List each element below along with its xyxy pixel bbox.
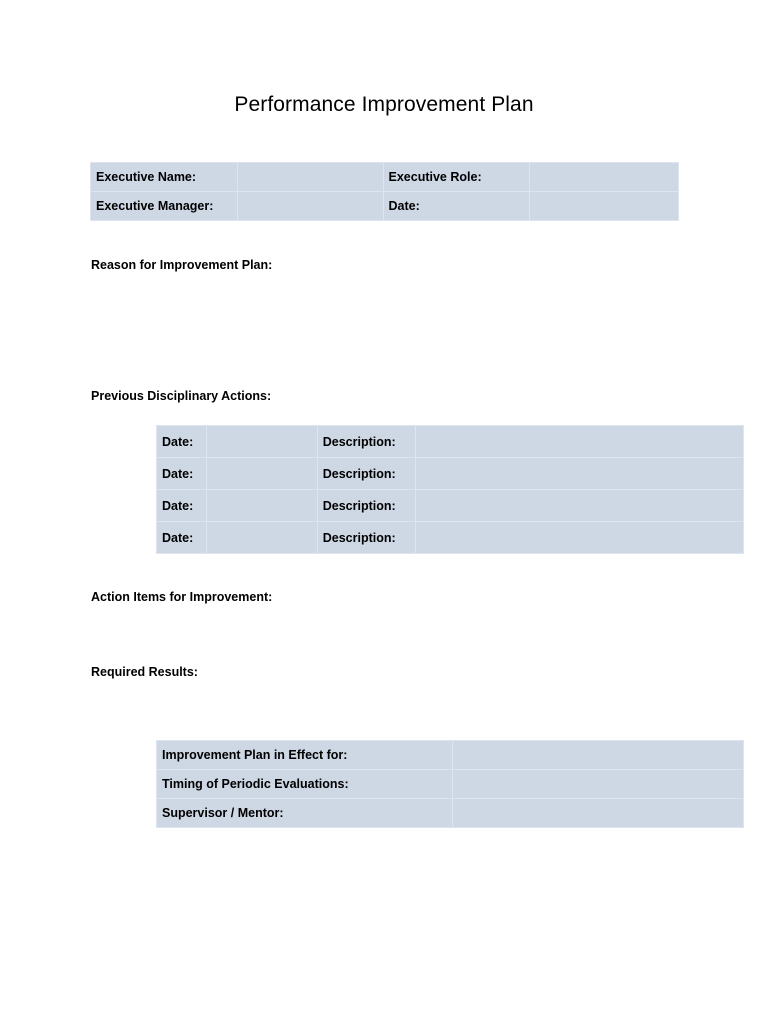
action-description-label: Description: — [317, 522, 415, 554]
disciplinary-actions-table — [156, 425, 744, 554]
plan-duration-label: Improvement Plan in Effect for: — [157, 741, 453, 770]
action-date-field[interactable] — [206, 458, 317, 490]
action-description-label: Description: — [317, 458, 415, 490]
action-description-label: Description: — [317, 490, 415, 522]
action-description-label: Description: — [317, 426, 415, 458]
action-description-field[interactable] — [415, 426, 743, 458]
table-row — [91, 163, 679, 192]
table-row — [157, 770, 744, 799]
executive-name-field[interactable] — [237, 163, 383, 192]
evaluation-timing-label: Timing of Periodic Evaluations: — [157, 770, 453, 799]
table-row — [157, 490, 744, 522]
evaluation-timing-field[interactable] — [452, 770, 743, 799]
date-field[interactable] — [530, 192, 679, 221]
action-date-field[interactable] — [206, 426, 317, 458]
executive-role-field[interactable] — [530, 163, 679, 192]
table-row — [157, 426, 744, 458]
executive-manager-label: Executive Manager: — [91, 192, 238, 221]
action-items-heading: Action Items for Improvement: — [91, 590, 273, 604]
action-description-field[interactable] — [415, 458, 743, 490]
action-description-field[interactable] — [415, 490, 743, 522]
supervisor-mentor-label: Supervisor / Mentor: — [157, 799, 453, 828]
supervisor-mentor-field[interactable] — [452, 799, 743, 828]
plan-duration-field[interactable] — [452, 741, 743, 770]
action-date-field[interactable] — [206, 522, 317, 554]
table-row — [157, 799, 744, 828]
date-label: Date: — [383, 192, 530, 221]
executive-manager-field[interactable] — [237, 192, 383, 221]
action-description-field[interactable] — [415, 522, 743, 554]
page-title: Performance Improvement Plan — [234, 93, 534, 116]
executive-name-label: Executive Name: — [91, 163, 238, 192]
action-date-label: Date: — [157, 490, 207, 522]
action-date-label: Date: — [157, 426, 207, 458]
table-row — [157, 741, 744, 770]
action-date-label: Date: — [157, 522, 207, 554]
executive-info-table — [90, 162, 679, 221]
table-row — [157, 522, 744, 554]
table-row — [91, 192, 679, 221]
required-results-heading: Required Results: — [91, 665, 198, 679]
table-row — [157, 458, 744, 490]
executive-role-label: Executive Role: — [383, 163, 530, 192]
plan-details-table — [156, 740, 744, 828]
action-date-field[interactable] — [206, 490, 317, 522]
previous-actions-heading: Previous Disciplinary Actions: — [91, 389, 272, 403]
reason-heading: Reason for Improvement Plan: — [91, 258, 273, 272]
action-date-label: Date: — [157, 458, 207, 490]
